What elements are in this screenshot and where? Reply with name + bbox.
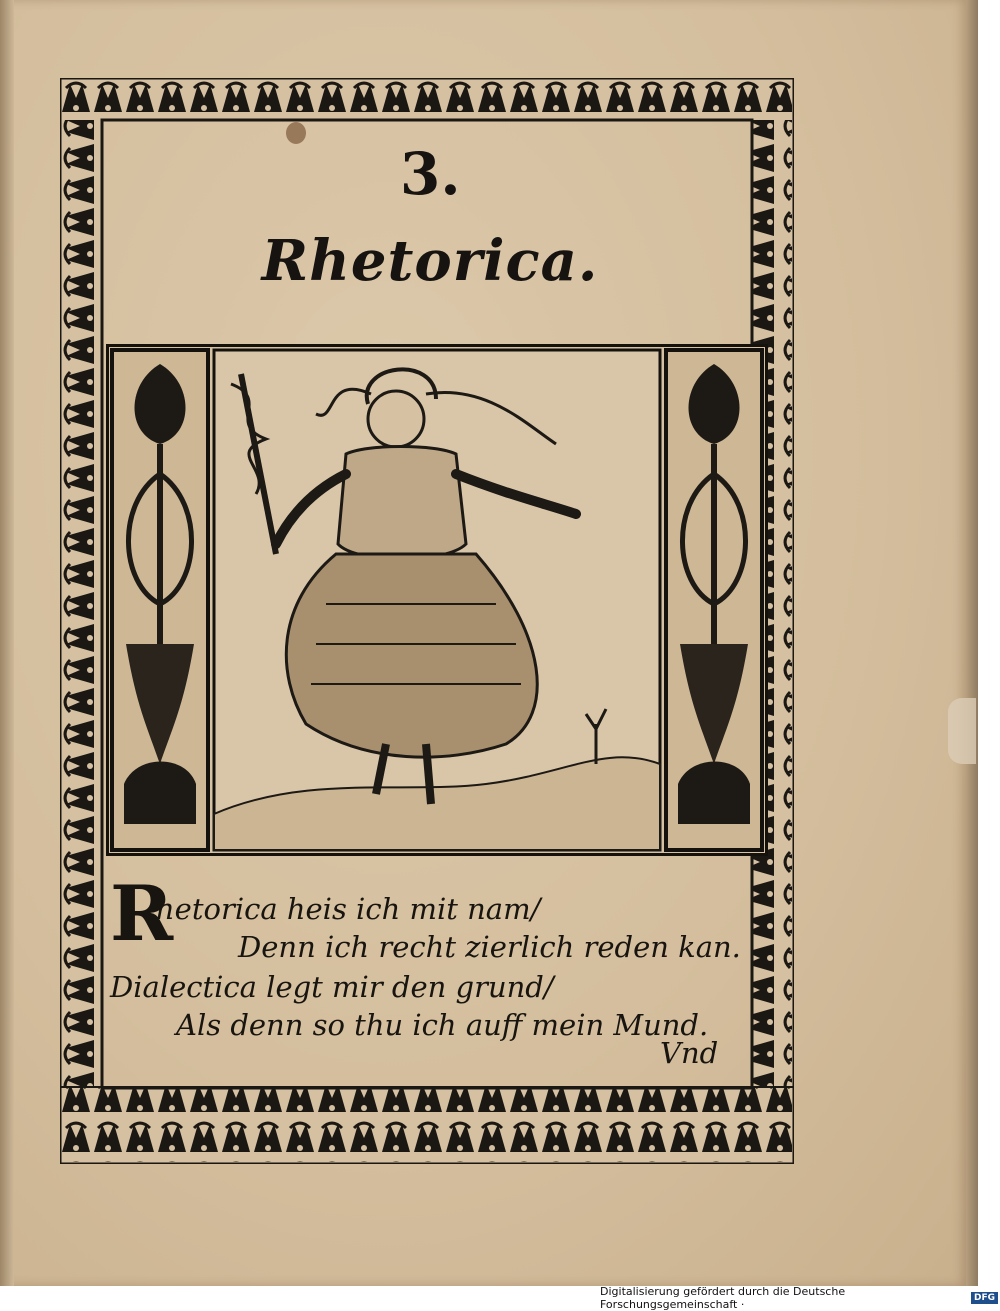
page-tab-clip — [948, 698, 976, 764]
catchword: Vnd — [660, 1036, 719, 1070]
verse-line-2: Denn ich recht zierlich reden kan. — [238, 930, 741, 964]
footer-credit: Digitalisierung gefördert durch die Deutsche Forschungsgemeinschaft · — [600, 1285, 846, 1311]
chapter-number: 3. — [400, 140, 461, 208]
verse-line-4: Als denn so thu ich auff mein Mund. — [176, 1008, 709, 1042]
left-floral-column — [112, 350, 208, 850]
right-floral-column — [666, 350, 762, 850]
digitization-footer — [600, 1285, 998, 1311]
verse-line-3: Dialectica legt mir den grund/ — [110, 970, 554, 1004]
drop-cap: R — [110, 869, 174, 958]
page-edge — [966, 0, 978, 1286]
rhetorica-figure — [214, 350, 660, 850]
book-binding — [0, 0, 14, 1286]
verse-line-1: hetorica heis ich mit nam/ — [156, 892, 541, 926]
dfg-logo-icon: DFG — [971, 1292, 998, 1304]
rhetorica-woodcut-illustration — [106, 344, 768, 856]
chapter-title: Rhetorica. — [261, 228, 599, 294]
